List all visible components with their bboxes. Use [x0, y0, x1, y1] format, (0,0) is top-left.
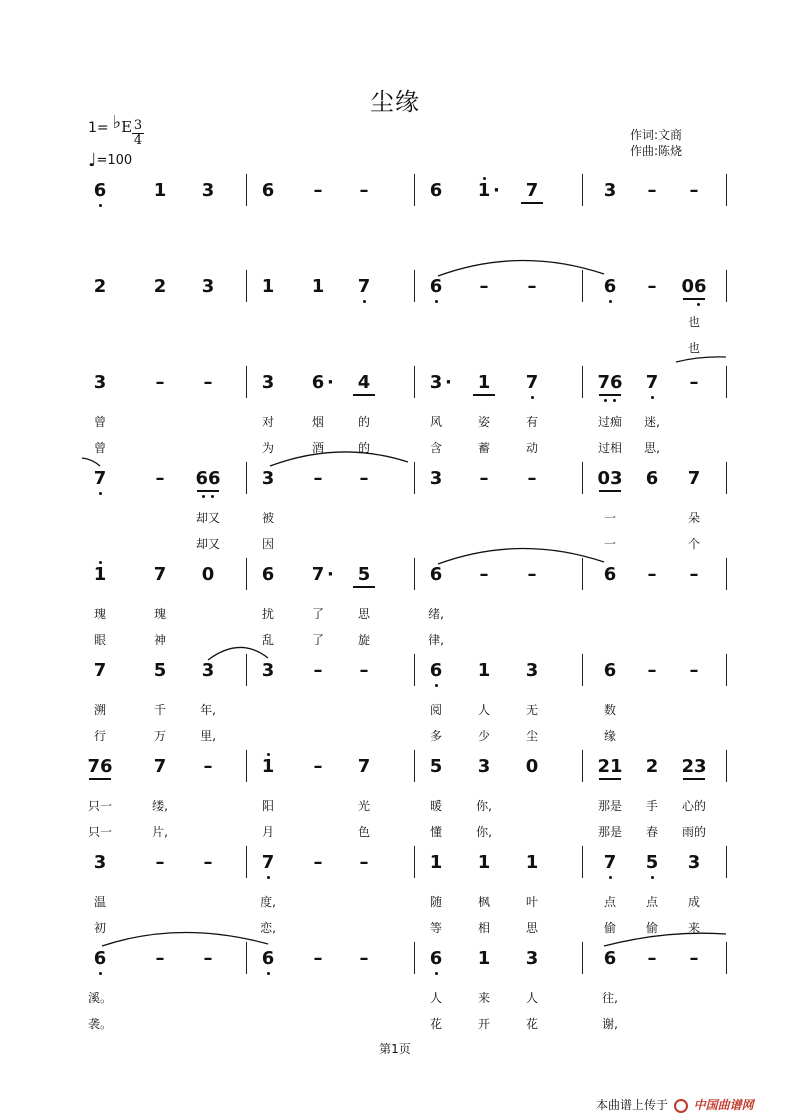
- augmentation-dot: ·: [445, 372, 452, 393]
- note-text: –: [313, 948, 323, 969]
- tempo-value: =100: [96, 153, 133, 168]
- note-text: 7: [357, 276, 371, 297]
- note-text: 1: [525, 852, 539, 873]
- note-text: 6: [603, 948, 617, 969]
- lyric-syllable: 只一: [87, 799, 112, 813]
- note-text: –: [155, 852, 165, 873]
- lyric-syllable: 偷: [645, 921, 658, 935]
- lyric-syllable: 为: [261, 441, 274, 455]
- time-signature-top: 3: [133, 118, 143, 133]
- note-text: 6: [603, 660, 617, 681]
- note-text: –: [203, 948, 213, 969]
- lyric-syllable: 风: [429, 415, 442, 429]
- note-text: –: [313, 660, 323, 681]
- note-text: 5: [357, 564, 371, 585]
- note-text: 6: [261, 180, 275, 201]
- note-text: –: [689, 948, 699, 969]
- note-text: 3: [525, 660, 539, 681]
- upload-text: 本曲谱上传于: [596, 1098, 669, 1112]
- lyric-syllable: 万: [153, 729, 166, 743]
- note-text: 3: [261, 660, 275, 681]
- augmentation-dot: ·: [327, 564, 334, 585]
- note-text: –: [313, 756, 323, 777]
- note-text: 0: [201, 564, 215, 585]
- note-text: –: [155, 372, 165, 393]
- lyric-syllable: 色: [357, 825, 370, 839]
- note-text: 6: [429, 948, 443, 969]
- lyric-syllable: 点: [603, 895, 616, 909]
- lyric-syllable: 被: [261, 511, 274, 525]
- lyric-syllable: 偷: [603, 921, 616, 935]
- lyric-syllable: 叶: [525, 895, 538, 909]
- note-text: –: [313, 180, 323, 201]
- note-text: 6: [603, 276, 617, 297]
- note-text: 7: [645, 372, 659, 393]
- lyric-syllable: 过痴: [597, 415, 622, 429]
- note-text: 7: [603, 852, 617, 873]
- lyric-syllable: 恋,: [260, 921, 276, 935]
- lyric-syllable: 阅: [429, 703, 442, 717]
- lyric-syllable: 初: [93, 921, 106, 935]
- note-text: –: [479, 276, 489, 297]
- lyric-syllable: 枫: [477, 895, 490, 909]
- note-text: 6: [429, 180, 443, 201]
- lyric-syllable: 无: [525, 703, 538, 717]
- note-text: –: [203, 852, 213, 873]
- lyric-syllable: 的: [357, 415, 370, 429]
- slur-arc: [270, 452, 408, 466]
- note-text: –: [689, 180, 699, 201]
- note-text: 1: [261, 276, 275, 297]
- lyric-syllable: 却又: [195, 537, 220, 551]
- quarter-note-icon: ♩: [88, 150, 97, 171]
- note-text: 06: [681, 276, 707, 297]
- note-text: 21: [597, 756, 623, 777]
- note-text: –: [647, 948, 657, 969]
- lyric-syllable: 只一: [87, 825, 112, 839]
- song-title: 尘缘: [370, 88, 420, 116]
- site-name: 中国曲谱网: [693, 1098, 754, 1112]
- composer: 作曲:陈烧: [630, 144, 683, 158]
- note-text: 2: [645, 756, 659, 777]
- lyric-syllable: 了: [311, 607, 324, 621]
- lyricist: 作词:文商: [630, 128, 683, 142]
- lyric-syllable: 那是: [597, 825, 622, 839]
- slur-arc: [604, 933, 726, 946]
- note-text: 6: [645, 468, 659, 489]
- lyric-syllable: 人: [525, 991, 538, 1005]
- lyric-syllable: 朵: [687, 511, 700, 525]
- lyric-syllable: 律,: [428, 633, 444, 647]
- note-text: 7: [687, 468, 701, 489]
- note-text: 7: [311, 564, 325, 585]
- slur-arc: [438, 548, 604, 564]
- lyric-syllable: 迷,: [644, 415, 660, 429]
- lyric-syllable: 含: [429, 441, 442, 455]
- lyric-syllable: 袭。: [87, 1017, 112, 1031]
- lyric-syllable: 酒: [311, 441, 324, 455]
- lyric-syllable: 里,: [200, 729, 216, 743]
- note-text: 2: [153, 276, 167, 297]
- lyric-syllable: 那是: [597, 799, 622, 813]
- lyric-syllable: 一: [603, 511, 616, 525]
- note-text: 1: [477, 660, 491, 681]
- lyric-syllable: 也: [687, 315, 700, 329]
- lyric-syllable: 花: [525, 1017, 538, 1031]
- note-text: 5: [153, 660, 167, 681]
- lyric-syllable: 的: [357, 441, 370, 455]
- slur-arc: [438, 260, 604, 276]
- note-text: 7: [153, 564, 167, 585]
- lyric-syllable: 对: [261, 415, 274, 429]
- slur-arc: [102, 932, 268, 946]
- note-text: 5: [645, 852, 659, 873]
- note-text: 6: [261, 564, 275, 585]
- lyric-syllable: 来: [477, 991, 490, 1005]
- note-text: 1: [93, 564, 107, 585]
- lyric-syllable: 花: [429, 1017, 442, 1031]
- lyric-syllable: 了: [311, 633, 324, 647]
- lyric-syllable: 曾: [93, 415, 106, 429]
- lyric-syllable: 乱: [261, 633, 274, 647]
- lyric-syllable: 人: [477, 703, 490, 717]
- lyric-syllable: 却又: [195, 511, 220, 525]
- note-text: 7: [525, 180, 539, 201]
- note-text: –: [359, 852, 369, 873]
- page-number: 第1页: [379, 1042, 411, 1056]
- slur-arc: [82, 458, 100, 466]
- note-text: –: [313, 468, 323, 489]
- lyric-syllable: 阳: [261, 799, 274, 813]
- note-text: 1: [477, 180, 491, 201]
- lyric-syllable: 往,: [602, 991, 618, 1005]
- note-text: –: [647, 660, 657, 681]
- lyric-syllable: 春: [645, 825, 658, 839]
- note-text: 3: [429, 372, 443, 393]
- key-prefix: 1=: [88, 120, 109, 136]
- lyric-syllable: 来: [687, 921, 700, 935]
- lyric-syllable: 你,: [476, 799, 492, 813]
- note-text: –: [527, 276, 537, 297]
- lyric-syllable: 眼: [93, 633, 106, 647]
- note-text: 23: [681, 756, 707, 777]
- note-text: 66: [195, 468, 221, 489]
- lyric-syllable: 等: [429, 921, 442, 935]
- note-text: –: [647, 276, 657, 297]
- note-text: –: [479, 468, 489, 489]
- note-text: 6: [311, 372, 325, 393]
- lyric-syllable: 溪。: [87, 991, 112, 1005]
- note-text: 1: [429, 852, 443, 873]
- note-text: 6: [261, 948, 275, 969]
- lyric-syllable: 思,: [644, 441, 660, 455]
- note-text: 6: [603, 564, 617, 585]
- note-text: 1: [153, 180, 167, 201]
- note-text: 3: [201, 276, 215, 297]
- note-text: 3: [603, 180, 617, 201]
- lyric-syllable: 溯: [93, 703, 106, 717]
- note-text: –: [203, 372, 213, 393]
- note-text: –: [527, 468, 537, 489]
- note-text: 7: [357, 756, 371, 777]
- lyric-syllable: 人: [429, 991, 442, 1005]
- note-text: 3: [201, 180, 215, 201]
- lyric-syllable: 绪,: [428, 607, 444, 621]
- note-text: 3: [93, 372, 107, 393]
- note-text: 3: [477, 756, 491, 777]
- lyric-syllable: 谢,: [602, 1017, 618, 1031]
- lyric-syllable: 光: [357, 799, 370, 813]
- note-text: –: [647, 564, 657, 585]
- note-text: 1: [477, 372, 491, 393]
- slur-arc: [208, 647, 268, 660]
- note-text: –: [155, 468, 165, 489]
- lyric-syllable: 姿: [477, 415, 490, 429]
- note-text: 7: [93, 660, 107, 681]
- lyric-syllable: 手: [645, 799, 658, 813]
- note-text: 7: [153, 756, 167, 777]
- lyric-syllable: 一: [603, 537, 616, 551]
- note-text: –: [155, 948, 165, 969]
- lyric-syllable: 个: [687, 537, 700, 551]
- lyric-syllable: 随: [429, 895, 442, 909]
- site-logo-icon: [674, 1099, 688, 1113]
- note-text: 1: [477, 948, 491, 969]
- lyric-syllable: 暖: [429, 799, 442, 813]
- note-text: 3: [687, 852, 701, 873]
- note-text: –: [203, 756, 213, 777]
- lyric-syllable: 行: [93, 729, 106, 743]
- note-text: –: [689, 372, 699, 393]
- note-text: 7: [525, 372, 539, 393]
- watermark: [596, 1096, 754, 1113]
- note-text: 5: [429, 756, 443, 777]
- lyric-syllable: 缘: [603, 729, 616, 743]
- lyric-syllable: 你,: [476, 825, 492, 839]
- note-text: –: [689, 660, 699, 681]
- time-signature-bottom: 4: [133, 133, 143, 148]
- note-text: –: [359, 660, 369, 681]
- lyric-syllable: 成: [687, 895, 700, 909]
- flat-sign: ♭: [112, 112, 122, 133]
- note-text: –: [359, 948, 369, 969]
- augmentation-dot: ·: [327, 372, 334, 393]
- lyric-syllable: 也: [687, 341, 700, 355]
- note-text: –: [479, 564, 489, 585]
- lyric-syllable: 曾: [93, 441, 106, 455]
- lyric-syllable: 千: [153, 703, 166, 717]
- note-text: 3: [261, 372, 275, 393]
- note-text: 7: [93, 468, 107, 489]
- note-text: 6: [93, 948, 107, 969]
- lyric-syllable: 思: [525, 921, 538, 935]
- note-text: 2: [93, 276, 107, 297]
- lyric-syllable: 多: [429, 729, 442, 743]
- lyric-syllable: 雨的: [681, 825, 706, 839]
- note-text: 6: [429, 564, 443, 585]
- lyric-syllable: 因: [261, 537, 274, 551]
- lyric-syllable: 数: [603, 703, 616, 717]
- lyric-syllable: 度,: [260, 895, 276, 909]
- lyric-syllable: 心的: [681, 799, 706, 813]
- lyric-syllable: 温: [93, 895, 106, 909]
- lyric-syllable: 有: [525, 415, 538, 429]
- lyric-syllable: 缕,: [152, 799, 168, 813]
- lyric-syllable: 尘: [525, 729, 538, 743]
- lyric-syllable: 瑰: [153, 607, 166, 621]
- note-text: 1: [477, 852, 491, 873]
- lyric-syllable: 片,: [152, 825, 168, 839]
- note-text: 3: [525, 948, 539, 969]
- lyric-syllable: 相: [477, 921, 490, 935]
- key-letter: E: [121, 118, 133, 136]
- note-text: 3: [429, 468, 443, 489]
- lyric-syllable: 懂: [429, 825, 442, 839]
- note-text: –: [359, 468, 369, 489]
- note-text: 6: [429, 276, 443, 297]
- note-text: –: [689, 564, 699, 585]
- lyric-syllable: 动: [525, 441, 538, 455]
- lyric-syllable: 年,: [200, 703, 216, 717]
- lyric-syllable: 神: [153, 633, 166, 647]
- lyric-syllable: 旋: [357, 633, 370, 647]
- lyric-syllable: 开: [477, 1017, 490, 1031]
- lyric-syllable: 思: [357, 607, 370, 621]
- note-text: 3: [201, 660, 215, 681]
- lyric-syllable: 蓄: [477, 441, 490, 455]
- lyric-syllable: 月: [261, 825, 274, 839]
- note-text: 1: [311, 276, 325, 297]
- note-text: 3: [93, 852, 107, 873]
- note-text: 7: [261, 852, 275, 873]
- lyric-syllable: 点: [645, 895, 658, 909]
- note-text: 3: [261, 468, 275, 489]
- note-text: 76: [597, 372, 623, 393]
- note-text: 4: [357, 372, 371, 393]
- note-text: –: [647, 180, 657, 201]
- note-text: 6: [429, 660, 443, 681]
- note-text: 03: [597, 468, 623, 489]
- lyric-syllable: 瑰: [93, 607, 106, 621]
- note-text: 76: [87, 756, 113, 777]
- note-text: –: [359, 180, 369, 201]
- note-text: 1: [261, 756, 275, 777]
- note-text: –: [313, 852, 323, 873]
- note-text: 0: [525, 756, 539, 777]
- lyric-syllable: 烟: [311, 415, 324, 429]
- lyric-syllable: 少: [477, 729, 490, 743]
- slur-arc: [676, 357, 726, 362]
- note-text: 6: [93, 180, 107, 201]
- lyric-syllable: 扰: [261, 607, 274, 621]
- augmentation-dot: ·: [493, 180, 500, 201]
- lyric-syllable: 过相: [597, 441, 622, 455]
- note-text: –: [527, 564, 537, 585]
